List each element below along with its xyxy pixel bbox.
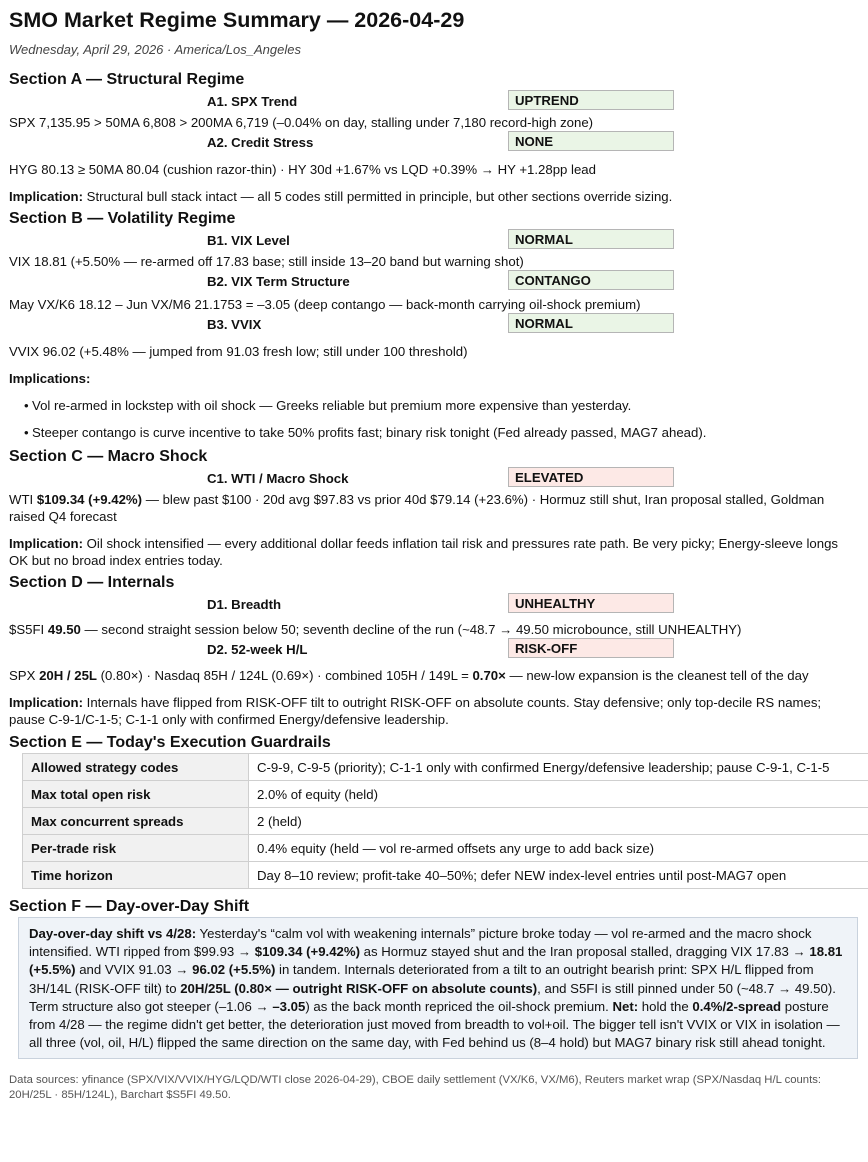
shift-bold: 96.02 (+5.5%) bbox=[192, 962, 276, 978]
b3-status-badge: NORMAL bbox=[508, 313, 674, 333]
b1-row bbox=[9, 229, 860, 251]
d2-label: D2. 52-week H/L bbox=[207, 642, 308, 657]
table-row bbox=[23, 781, 868, 808]
d2-desc-2: 20H / 25L bbox=[39, 668, 97, 683]
guardrail-key: Allowed strategy codes bbox=[23, 754, 249, 781]
guardrail-key: Time horizon bbox=[23, 862, 249, 889]
a2-description: HYG 80.13 ≥ 50MA 80.04 (cushion razor-thin) · HY 30d +1.67% vs LQD +0.39% → HY +1.28pp lead bbox=[9, 162, 596, 177]
section-e bbox=[9, 733, 860, 889]
b2-status-badge: CONTANGO bbox=[508, 270, 674, 290]
d2-desc-5: — new-low expansion is the cleanest tell of the day bbox=[505, 668, 809, 683]
a2-row bbox=[9, 131, 860, 153]
d1-desc-bold: 49.50 bbox=[47, 622, 81, 637]
shift-bold: $109.34 (+9.42%) bbox=[254, 944, 360, 960]
shift-text: Yesterday's “calm vol with weakening internals” picture broke today — vol re-armed and the macro shock intensified. WTI ripped from $99.93 → bbox=[29, 926, 812, 960]
d2-status-badge: RISK-OFF bbox=[508, 638, 674, 658]
section-f bbox=[9, 897, 860, 1059]
a1-label: A1. SPX Trend bbox=[207, 94, 298, 109]
d1-desc-pre: $S5FI bbox=[9, 622, 48, 637]
d1-description bbox=[9, 621, 860, 638]
table-row bbox=[23, 808, 868, 835]
a2-status-badge: NONE bbox=[508, 131, 674, 151]
shift-text: as Hormuz stayed shut and the Iran proposal stalled, dragging VIX 17.83 → bbox=[359, 944, 810, 960]
shift-heading: Day-over-day shift vs 4/28: bbox=[29, 926, 197, 941]
shift-text: in tandem. Internals deteriorated from a tilt to an outright bearish print: SPX H/L flipped from 3H/14L (RISK-OFF tilt) to bbox=[29, 962, 814, 996]
d-implication-label: Implication: bbox=[9, 695, 83, 710]
b-implications-heading: Implications: bbox=[9, 371, 91, 386]
shift-text: ) as the back month repriced the oil-shock premium. bbox=[305, 998, 613, 1014]
c1-status-badge: ELEVATED bbox=[508, 467, 674, 487]
d1-status-badge: UNHEALTHY bbox=[508, 593, 674, 613]
section-a bbox=[9, 70, 860, 205]
b1-label: B1. VIX Level bbox=[207, 233, 290, 248]
section-c-title: Section C — Macro Shock bbox=[9, 448, 208, 465]
d1-desc-post: — second straight session below 50; seventh decline of the run (~48.7 → 49.50 microbounce, still UNHEALTHY) bbox=[80, 622, 742, 637]
shift-bold: 20H/25L (0.80× — outright RISK-OFF on absolute counts) bbox=[180, 980, 538, 996]
page-subtitle: Wednesday, April 29, 2026 · America/Los_Angeles bbox=[9, 42, 301, 57]
table-row bbox=[23, 754, 868, 781]
list-item: • Steeper contango is curve incentive to take 50% profits fast; binary risk tonight (Fed already passed, MAG7 ahead). bbox=[9, 424, 860, 441]
c1-desc-post: — blew past $100 · 20d avg $97.83 vs prior 40d $79.14 (+23.6%) · Hormuz still shut, Iran proposal stalled, Goldman raised Q4 forecast bbox=[9, 492, 825, 524]
shift-text: hold the bbox=[638, 998, 693, 1014]
d2-row bbox=[9, 638, 860, 660]
section-a-title: Section A — Structural Regime bbox=[9, 71, 245, 88]
section-c bbox=[9, 447, 860, 569]
section-b-title: Section B — Volatility Regime bbox=[9, 210, 236, 227]
c1-row bbox=[9, 467, 860, 489]
data-sources-footer: Data sources: yfinance (SPX/VIX/VVIX/HYG/LQD/WTI close 2026-04-29), CBOE daily settlement (VX/K6, VX/M6), Reuters market wrap (SPX/Nasdaq H/L counts: 20H/25L · 85H/124L), Barchart $S5FI 49.50. bbox=[9, 1074, 822, 1101]
d2-desc-3: (0.80×) · Nasdaq 85H / 124L (0.69×) · combined 105H / 149L = bbox=[96, 668, 473, 683]
section-b bbox=[9, 209, 860, 441]
guardrail-value: C-9-9, C-9-5 (priority); C-1-1 only with confirmed Energy/defensive leadership; pause C-9-1, C-1-5 bbox=[249, 754, 868, 781]
c-implication-text: Oil shock intensified — every additional dollar feeds inflation tail risk and pressures rate path. Be very picky; Energy-sleeve longs OK but no broad index entries today. bbox=[9, 536, 838, 568]
c1-desc-bold: $109.34 (+9.42%) bbox=[36, 492, 143, 507]
a-implication-text: Structural bull stack intact — all 5 codes still permitted in principle, but other sections override sizing. bbox=[83, 189, 673, 204]
page-title: SMO Market Regime Summary — 2026-04-29 bbox=[9, 8, 465, 32]
guardrails-table bbox=[22, 753, 868, 889]
section-f-title: Section F — Day-over-Day Shift bbox=[9, 898, 250, 915]
table-row bbox=[23, 862, 868, 889]
a-implication bbox=[9, 188, 860, 205]
b3-row bbox=[9, 313, 860, 335]
c1-description bbox=[9, 491, 860, 525]
section-e-title: Section E — Today's Execution Guardrails bbox=[9, 734, 331, 751]
d1-label: D1. Breadth bbox=[207, 597, 282, 612]
guardrail-value: 2 (held) bbox=[249, 808, 868, 835]
b3-description: VVIX 96.02 (+5.48% — jumped from 91.03 fresh low; still under 100 threshold) bbox=[9, 344, 468, 359]
b3-label: B3. VVIX bbox=[207, 317, 262, 332]
guardrail-key: Max total open risk bbox=[23, 781, 249, 808]
section-d bbox=[9, 573, 860, 728]
d1-row bbox=[9, 593, 860, 615]
d-implication-text: Internals have flipped from RISK-OFF tilt to outright RISK-OFF on absolute counts. Stay defensive; only top-decile RS names; pause C-9-1/C-1-5; C-1-1 only with confirmed Energy/defensive leadership. bbox=[9, 695, 822, 727]
shift-summary-box bbox=[18, 917, 858, 1059]
a1-status-badge: UPTREND bbox=[508, 90, 674, 110]
guardrail-key: Per-trade risk bbox=[23, 835, 249, 862]
a1-row bbox=[9, 90, 860, 112]
shift-text: and VVIX 91.03 → bbox=[75, 962, 193, 978]
a2-label: A2. Credit Stress bbox=[207, 135, 314, 150]
shift-bold: Net: bbox=[612, 998, 639, 1014]
b2-label: B2. VIX Term Structure bbox=[207, 274, 350, 289]
shift-bold: 0.4%/2-spread bbox=[692, 998, 782, 1014]
c1-desc-pre: WTI bbox=[9, 492, 37, 507]
d2-description bbox=[9, 667, 860, 684]
guardrail-value: Day 8–10 review; profit-take 40–50%; defer NEW index-level entries until post-MAG7 open bbox=[249, 862, 868, 889]
b2-row bbox=[9, 270, 860, 292]
guardrail-value: 0.4% equity (held — vol re-armed offsets any urge to add back size) bbox=[249, 835, 868, 862]
b-implications-label bbox=[9, 370, 860, 387]
b1-status-badge: NORMAL bbox=[508, 229, 674, 249]
d2-desc-4: 0.70× bbox=[472, 668, 506, 683]
guardrail-key: Max concurrent spreads bbox=[23, 808, 249, 835]
d2-desc-1: SPX bbox=[9, 668, 40, 683]
c1-label: C1. WTI / Macro Shock bbox=[207, 471, 349, 486]
shift-text: , and S5FI is still pinned under 50 (~48.7 → 49.50). Term structure also got steeper (–1.06 → bbox=[29, 980, 836, 1014]
section-d-title: Section D — Internals bbox=[9, 574, 175, 591]
guardrail-value: 2.0% of equity (held) bbox=[249, 781, 868, 808]
table-row bbox=[23, 835, 868, 862]
shift-text: posture from 4/28 — the regime didn't get better, the deterioration just moved from breadth to vol+oil. The bigger tell isn't VVIX or VIX in isolation — all three (vol, oil, H/L) flipped the same direction on the same day, with Fed behind us (8–4 hold) but MAG7 binary risk still ahead tonight. bbox=[29, 998, 840, 1051]
c-implication-label: Implication: bbox=[9, 536, 83, 551]
b1-description: VIX 18.81 (+5.50% — re-armed off 17.83 base; still inside 13–20 band but warning shot) bbox=[9, 254, 524, 269]
shift-bold: 18.81 (+5.5%) bbox=[29, 944, 843, 978]
d-implication bbox=[9, 694, 860, 728]
b-implications-list bbox=[9, 397, 860, 441]
c-implication bbox=[9, 535, 860, 569]
list-item: • Vol re-armed in lockstep with oil shock — Greeks reliable but premium more expensive than yesterday. bbox=[9, 397, 860, 414]
shift-bold: –3.05 bbox=[272, 998, 306, 1014]
a1-description: SPX 7,135.95 > 50MA 6,808 > 200MA 6,719 (–0.04% on day, stalling under 7,180 record-high zone) bbox=[9, 115, 594, 130]
a-implication-label: Implication: bbox=[9, 189, 83, 204]
b2-description: May VX/K6 18.12 – Jun VX/M6 21.1753 = –3.05 (deep contango — back-month carrying oil-shock premium) bbox=[9, 297, 641, 312]
